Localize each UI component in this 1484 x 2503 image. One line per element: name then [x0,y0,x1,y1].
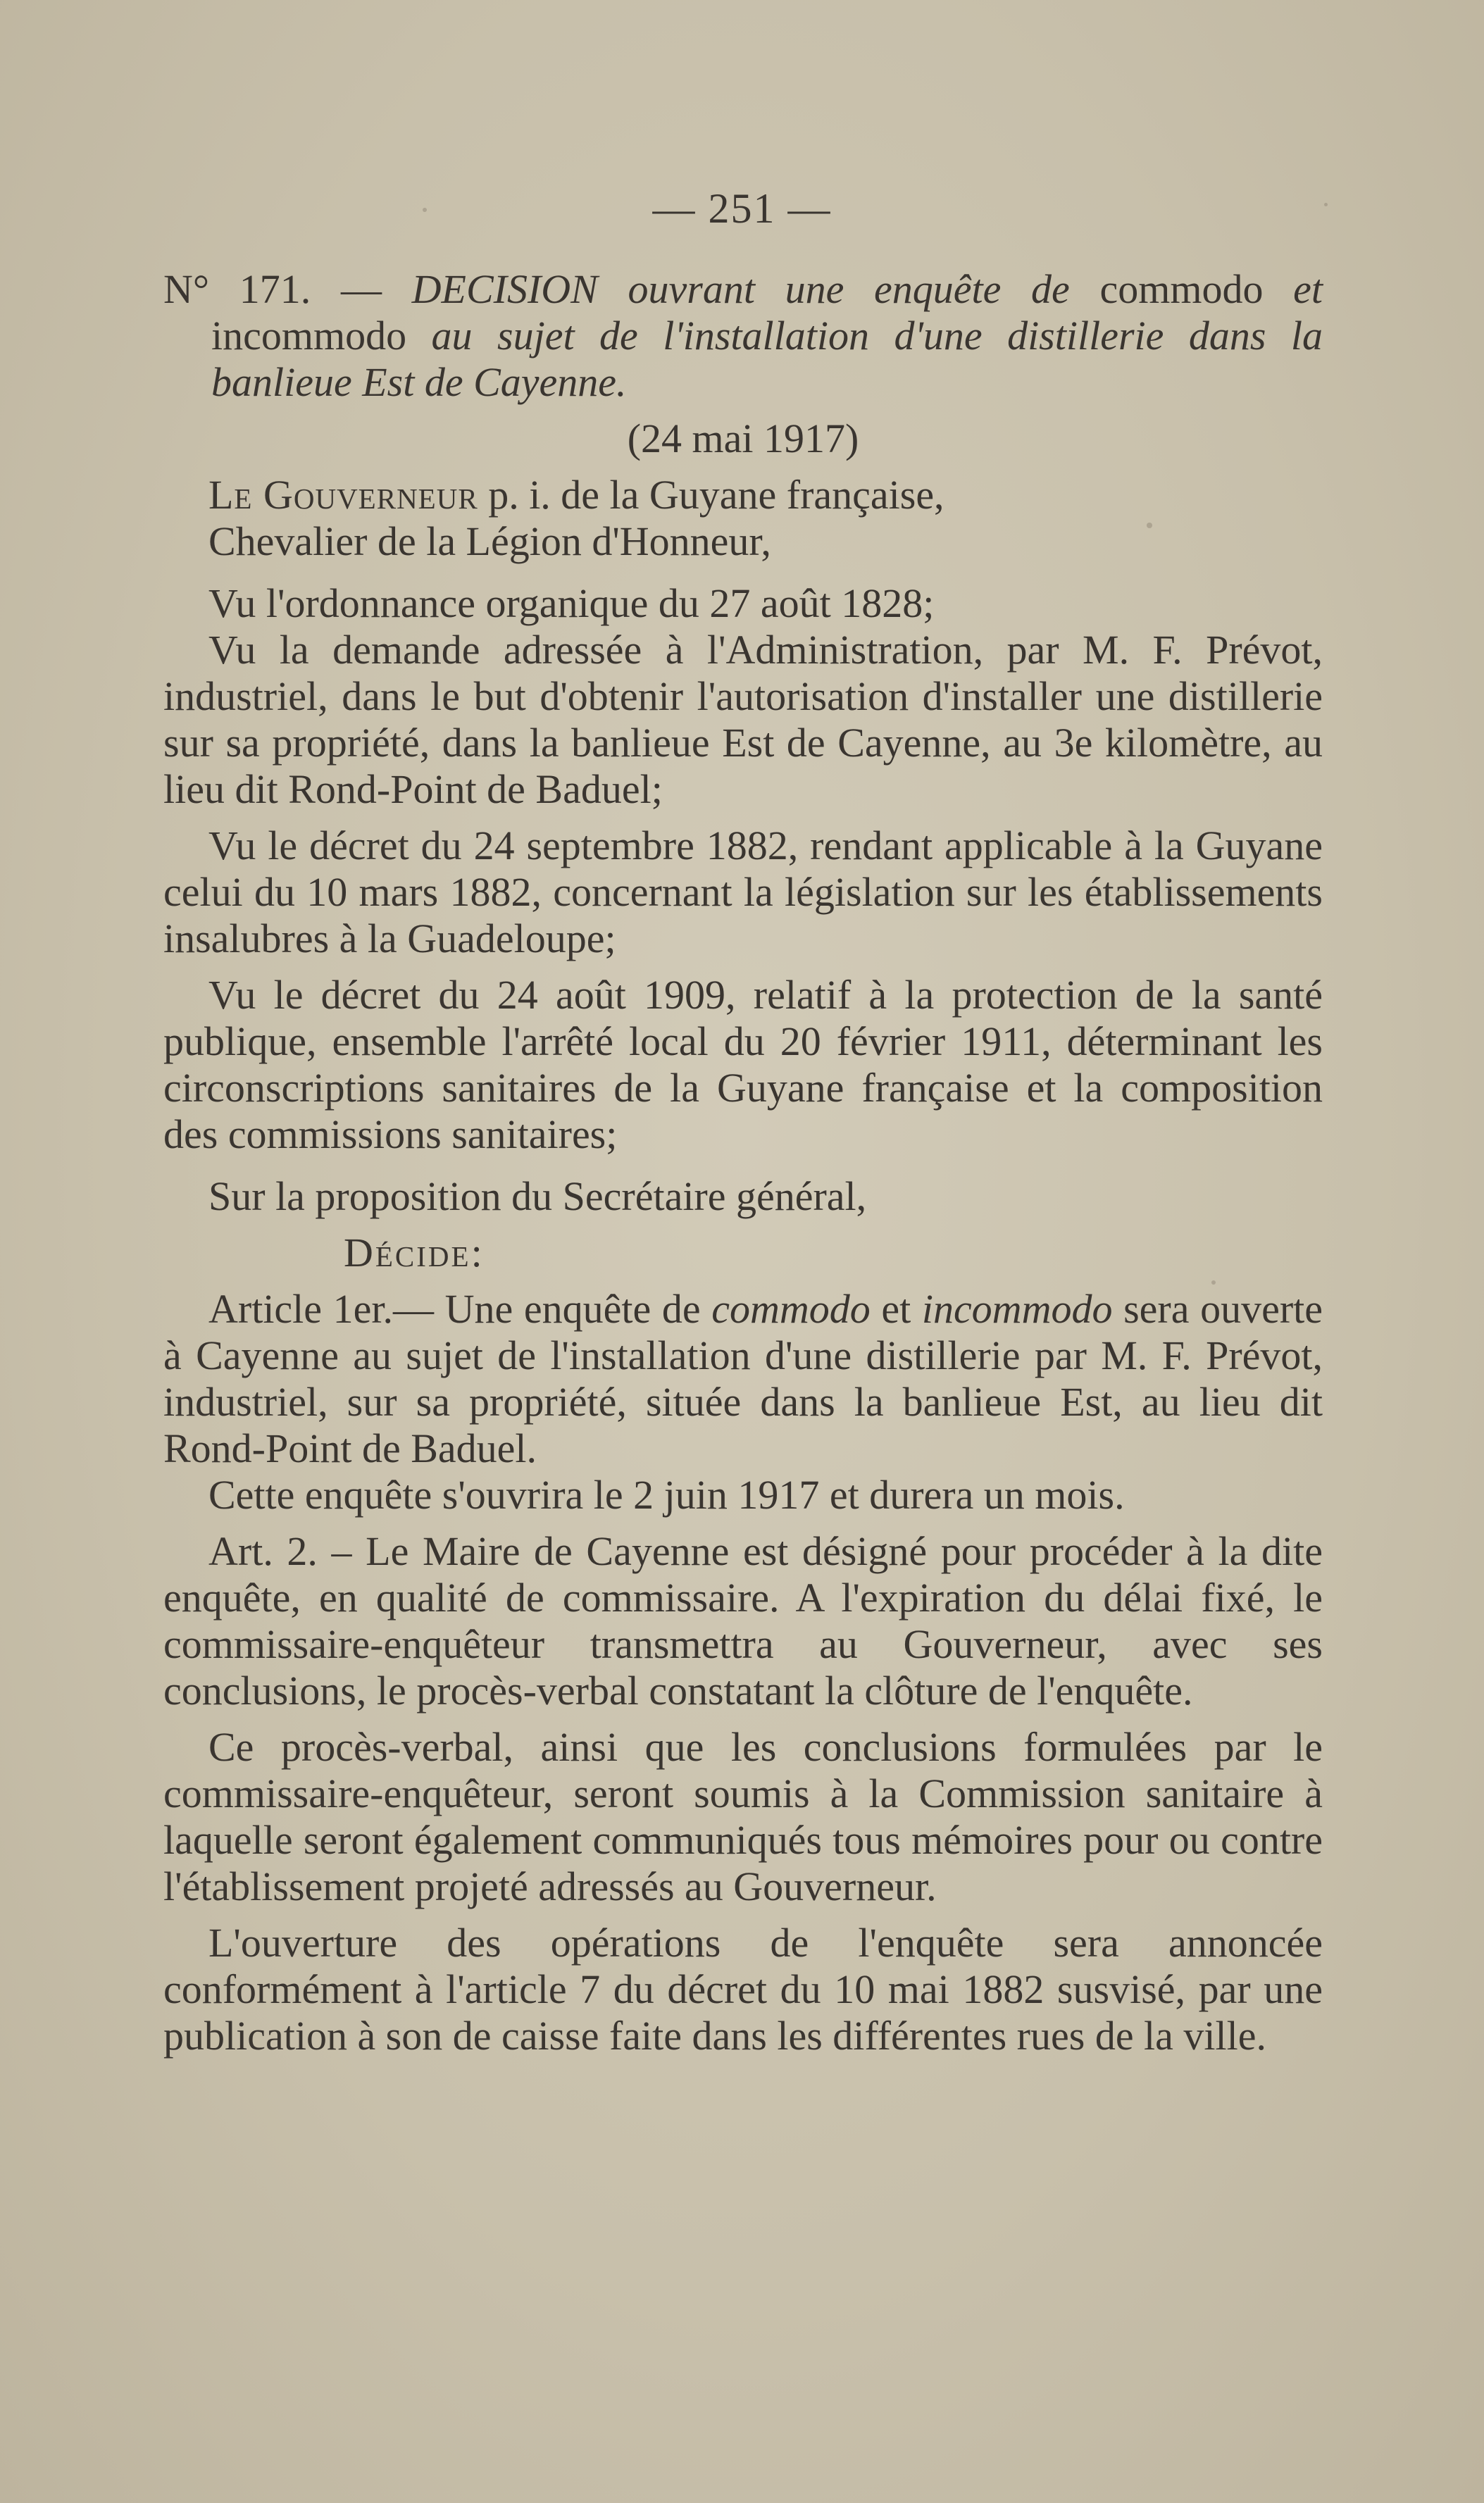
vu-ordonnance: Vu l'ordonnance organique du 27 août 1828; [208,580,935,626]
paper-speck [423,208,427,212]
decision-date: (24 mai 1917) [627,416,859,461]
paper-speck [1147,523,1152,528]
vu-decret-1882: Vu le décret du 24 septembre 1882, rendant applicable à la Guyane celui du 10 mars 1882, concernant la législation sur les établissements insalubres à la Guadeloupe; [163,823,1323,961]
vu-demande: Vu la demande adressée à l'Administration, par M. F. Prévot, industriel, dans le but d'obtenir l'autorisation d'installer une distillerie sur sa propriété, dans la banlieue Est de Cayenne, au 3e kilomètre, au lieu dit Rond-Point de Baduel; [163,627,1323,812]
decision-title-3: au sujet de l'installation d'une distillerie dans la banlieue Est de Cayenne. [211,313,1323,405]
article-1: Article 1er.— Une enquête de commodo et incommodo sera ouverte à Cayenne au sujet de l'installation d'une distillerie par M. F. Prévot, industriel, sur sa propriété, située dans la banlieue Est, au lieu dit Rond-Point de Baduel. [163,1286,1323,1471]
chevalier-line: Chevalier de la Légion d'Honneur, [208,518,771,564]
article-1-duration: Cette enquête s'ouvrira le 2 juin 1917 et durera un mois. [208,1472,1125,1518]
page-number: — 251 — [652,185,832,232]
governor-line: Le Gouverneur p. i. de la Guyane française, [208,472,944,518]
paper-speck [1324,203,1328,206]
proposition-line: Sur la proposition du Secrétaire général, [208,1173,867,1219]
article-2: Art. 2. – Le Maire de Cayenne est désigné pour procéder à la dite enquête, en qualité de commissaire. A l'expiration du délai fixé, le commissaire-enquêteur transmettra au Gouverneur, avec ses conclusions, le procès-verbal constatant la clôture de l'enquête. [163,1528,1323,1714]
decision-title-1: DECISION ouvrant une enquête de [411,266,1070,312]
article-2-publication: L'ouverture des opérations de l'enquête sera annoncée conformément à l'article 7 du décret du 10 mai 1882 susvisé, par une publication à son de caisse faite dans les différentes rues de la ville. [163,1920,1323,2059]
decision-heading: N° 171. — DECISION ouvrant une enquête de commodo et incommodo au sujet de l'installation d'une distillerie dans la banlieue Est de Cayenne. [163,266,1323,405]
article-2-proces-verbal: Ce procès-verbal, ainsi que les conclusions formulées par le commissaire-enquêteur, seront soumis à la Commission sanitaire à laquelle seront également communiqués tous mémoires pour ou contre l'établissement projeté adressés au Gouverneur. [163,1724,1323,1909]
decision-number: N° 171. [163,266,311,312]
decision-text [163,266,1323,2059]
paper-speck [1211,1280,1216,1285]
decide-heading: Décide: [344,1230,485,1275]
vu-decret-1909: Vu le décret du 24 août 1909, relatif à la protection de la santé publique, ensemble l'arrêté local du 20 février 1911, déterminant les circonscriptions sanitaires de la Guyane française et la composition des commissions sanitaires; [163,972,1323,1157]
